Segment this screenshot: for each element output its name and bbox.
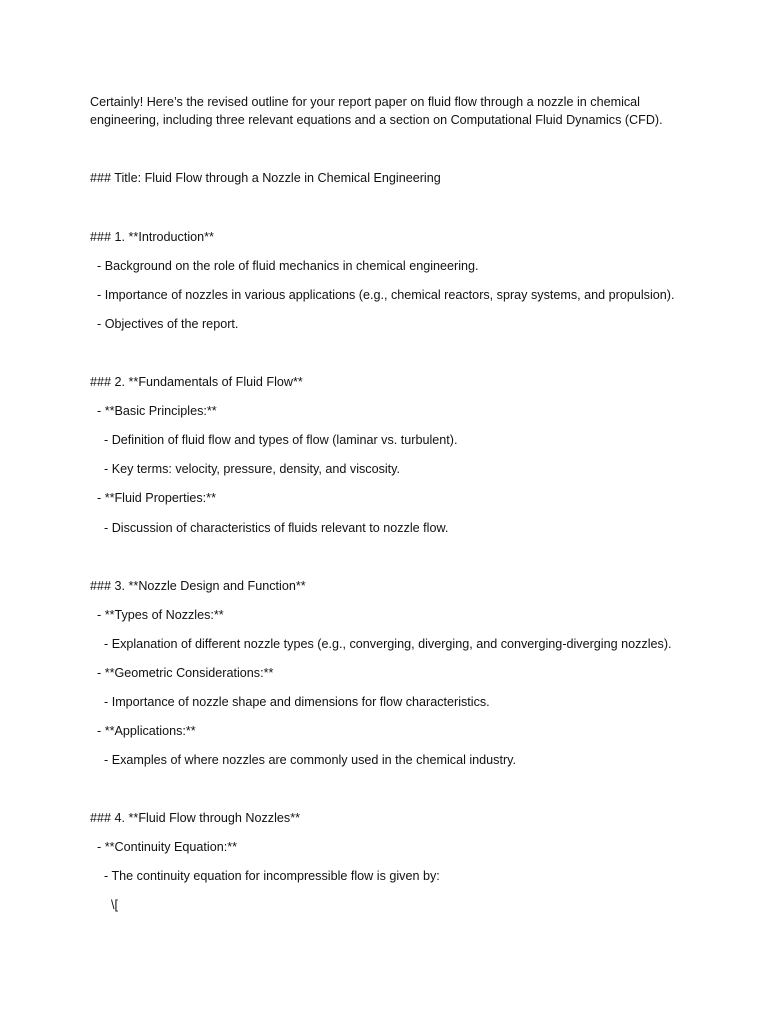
section-2-item-1: - **Basic Principles:** bbox=[90, 404, 217, 418]
intro-line-1: Certainly! Here’s the revised outline for your report paper on fluid flow through a nozzle in chemical bbox=[90, 95, 640, 109]
section-4-item-1: - **Continuity Equation:** bbox=[90, 840, 238, 854]
section-3-item-4: - Importance of nozzle shape and dimensions for flow characteristics. bbox=[90, 695, 490, 709]
section-3-heading: ### 3. **Nozzle Design and Function** bbox=[90, 579, 306, 593]
section-3-item-1: - **Types of Nozzles:** bbox=[90, 608, 224, 622]
section-2-heading: ### 2. **Fundamentals of Fluid Flow** bbox=[90, 375, 303, 389]
section-2-item-5: - Discussion of characteristics of fluids relevant to nozzle flow. bbox=[90, 521, 449, 535]
section-3-item-5: - **Applications:** bbox=[90, 724, 196, 738]
section-1-item-1: - Background on the role of fluid mechanics in chemical engineering. bbox=[90, 259, 479, 273]
section-1-item-3: - Objectives of the report. bbox=[90, 317, 239, 331]
section-3-item-6: - Examples of where nozzles are commonly used in the chemical industry. bbox=[90, 753, 517, 767]
document-title-line: ### Title: Fluid Flow through a Nozzle in Chemical Engineering bbox=[90, 171, 441, 185]
section-1-heading: ### 1. **Introduction** bbox=[90, 230, 214, 244]
intro-line-2: engineering, including three relevant equations and a section on Computational Fluid Dynamics (CFD). bbox=[90, 113, 663, 127]
section-3-item-3: - **Geometric Considerations:** bbox=[90, 666, 274, 680]
section-2-item-3: - Key terms: velocity, pressure, density, and viscosity. bbox=[90, 462, 401, 476]
section-4-item-2: - The continuity equation for incompressible flow is given by: bbox=[90, 869, 440, 883]
section-2-item-2: - Definition of fluid flow and types of flow (laminar vs. turbulent). bbox=[90, 433, 458, 447]
section-2-item-4: - **Fluid Properties:** bbox=[90, 491, 216, 505]
section-3-item-2: - Explanation of different nozzle types (e.g., converging, diverging, and converging-diverging nozzles). bbox=[90, 637, 672, 651]
section-4-heading: ### 4. **Fluid Flow through Nozzles** bbox=[90, 811, 301, 825]
section-1-item-2: - Importance of nozzles in various applications (e.g., chemical reactors, spray systems, and propulsion). bbox=[90, 288, 675, 302]
section-4-item-3: \[ bbox=[90, 898, 118, 912]
